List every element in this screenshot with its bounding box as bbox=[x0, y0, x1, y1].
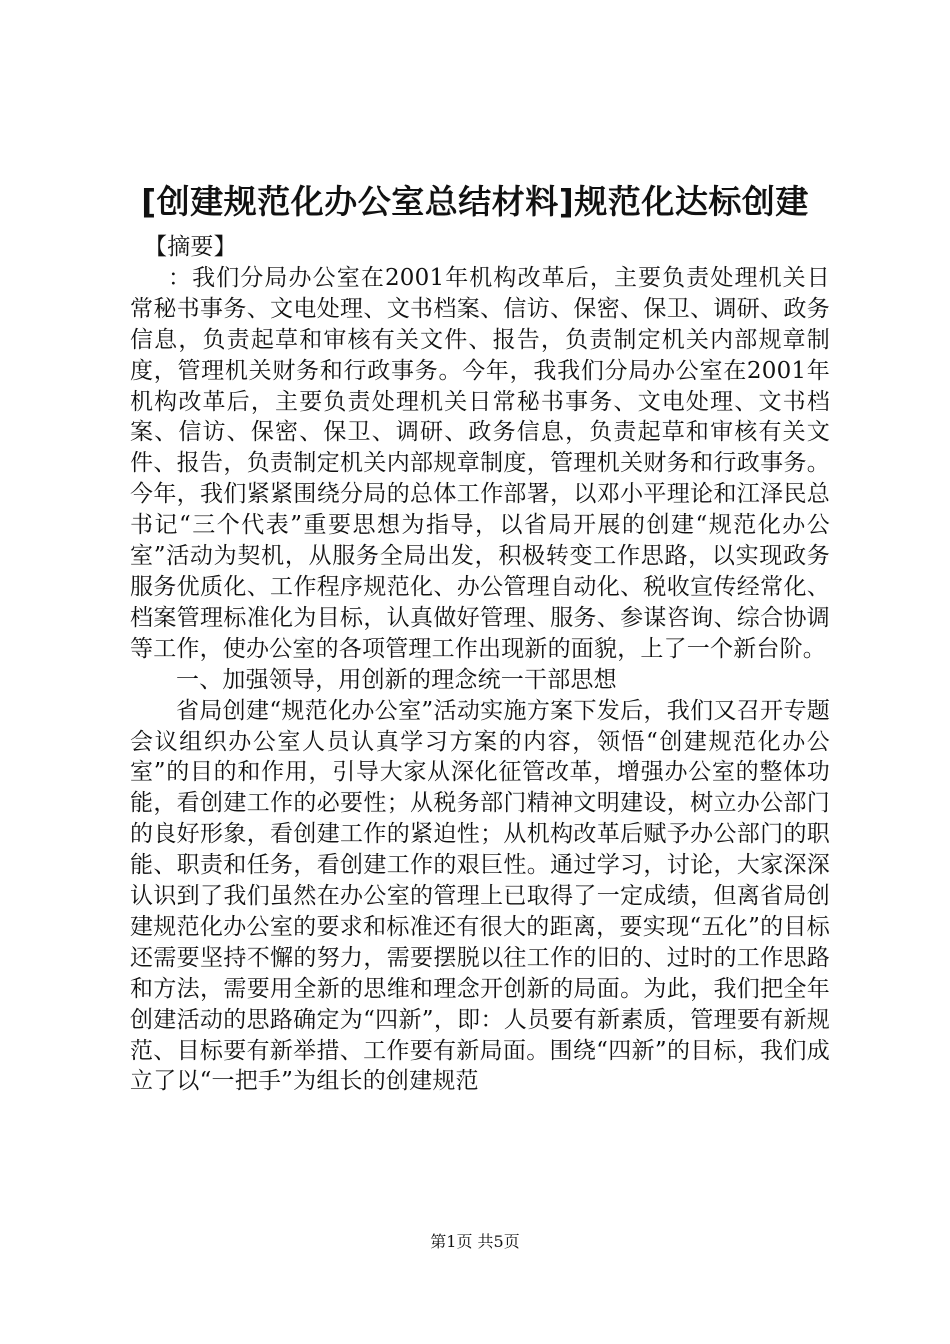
section-heading: 一、加强领导，用创新的理念统一干部思想 bbox=[176, 666, 617, 693]
page-footer: 第1页 共5页 bbox=[430, 1232, 520, 1251]
document-title: [创建规范化办公室总结材料]规范化达标创建 bbox=[141, 182, 809, 221]
document-body bbox=[130, 232, 830, 1097]
section-paragraph: 省局创建“规范化办公室”活动实施方案下发后，我们又召开专题会议组织办公室人员认真学习方案的内容，领悟“创建规范化办公室”的目的和作用，引导大家从深化征管改革，增强办公室的整体功能，看创建工作的必要性；从税务部门精神文明建设，树立办公部门的良好形象，看创建工作的紧迫性；从机构改革后赋予办公部门的职能、职责和任务，看创建工作的艰巨性。通过学习，讨论，大家深深认识到了我们虽然在办公室的管理上已取得了一定成绩，但离省局创建规范化办公室的要求和标准还有很大的距离，要实现“五化”的目标还需要坚持不懈的努力，需要摆脱以往工作的旧的、过时的工作思路和方法，需要用全新的思维和理念开创新的局面。为此，我们把全年创建活动的思路确定为“四新”，即：人员要有新素质，管理要有新规范、目标要有新举措、工作要有新局面。围绕“四新”的目标，我们成立了以“一把手”为组长的创建规范 bbox=[130, 697, 830, 1095]
abstract-paragraph: ：我们分局办公室在2001年机构改革后，主要负责处理机关日常秘书事务、文电处理、文书档案、信访、保密、保卫、调研、政务信息，负责起草和审核有关文件、报告，负责制定机关内部规章制度，管理机关财务和行政事务。今年，我我们分局办公室在2001年机构改革后，主要负责处理机关日常秘书事务、文电处理、文书档案、信访、保密、保卫、调研、政务信息，负责起草和审核有关文件、报告，负责制定机关内部规章制度，管理机关财务和行政事务。今年，我们紧紧围绕分局的总体工作部署，以邓小平理论和江泽民总书记“三个代表”重要思想为指导，以省局开展的创建“规范化办公室”活动为契机，从服务全局出发，积极转变工作思路，以实现政务服务优质化、工作程序规范化、办公管理自动化、税收宣传经常化、档案管理标准化为目标，认真做好管理、服务、参谋咨询、综合协调等工作，使办公室的各项管理工作出现新的面貌，上了一个新台阶。 bbox=[130, 264, 830, 662]
abstract-label: 【摘要】 bbox=[144, 234, 237, 260]
